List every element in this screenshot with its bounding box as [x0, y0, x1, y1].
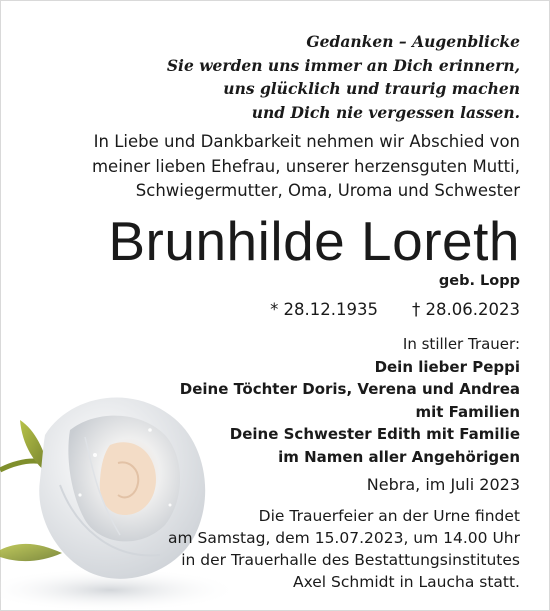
poem-line: Sie werden uns immer an Dich erinnern,: [166, 55, 520, 75]
service-info: [168, 505, 520, 593]
intro-line: In Liebe und Dankbarkeit nehmen wir Abschied von: [93, 132, 520, 151]
mourners: [180, 333, 520, 468]
mourner-line: mit Familien: [415, 402, 520, 421]
service-line: Axel Schmidt in Laucha statt.: [292, 573, 520, 591]
service-line: Die Trauerfeier an der Urne findet: [258, 507, 520, 525]
death-date: † 28.06.2023: [412, 300, 520, 319]
poem-line: uns glücklich und traurig machen: [223, 79, 520, 98]
place-date: Nebra, im Juli 2023: [366, 475, 520, 494]
life-dates: [270, 298, 520, 322]
mourner-line: im Namen aller Angehörigen: [278, 447, 520, 466]
mourner-line: Deine Schwester Edith mit Familie: [229, 425, 520, 443]
mourner-line: Dein lieber Peppi: [374, 357, 520, 376]
mourner-line: Deine Töchter Doris, Verena und Andrea: [179, 380, 520, 398]
poem-line: Gedanken – Augenblicke: [306, 32, 520, 51]
poem-line: und Dich nie vergessen lassen.: [251, 102, 520, 122]
intro-line: Schwiegermutter, Oma, Uroma und Schwester: [135, 181, 520, 200]
intro-line: meiner lieben Ehefrau, unserer herzensguten Mutti,: [91, 156, 520, 176]
maiden-name: geb. Lopp: [438, 273, 520, 289]
poem: [167, 30, 520, 124]
birth-date: * 28.12.1935: [270, 300, 379, 319]
mourners-heading: In stiller Trauer:: [402, 335, 520, 353]
deceased-name: Brunhilde Loreth: [108, 210, 520, 272]
service-line: in der Trauerhalle des Bestattungsinstitutes: [181, 551, 520, 569]
intro-text: [92, 130, 520, 204]
service-line: am Samstag, dem 15.07.2023, um 14.00 Uhr: [168, 529, 520, 547]
